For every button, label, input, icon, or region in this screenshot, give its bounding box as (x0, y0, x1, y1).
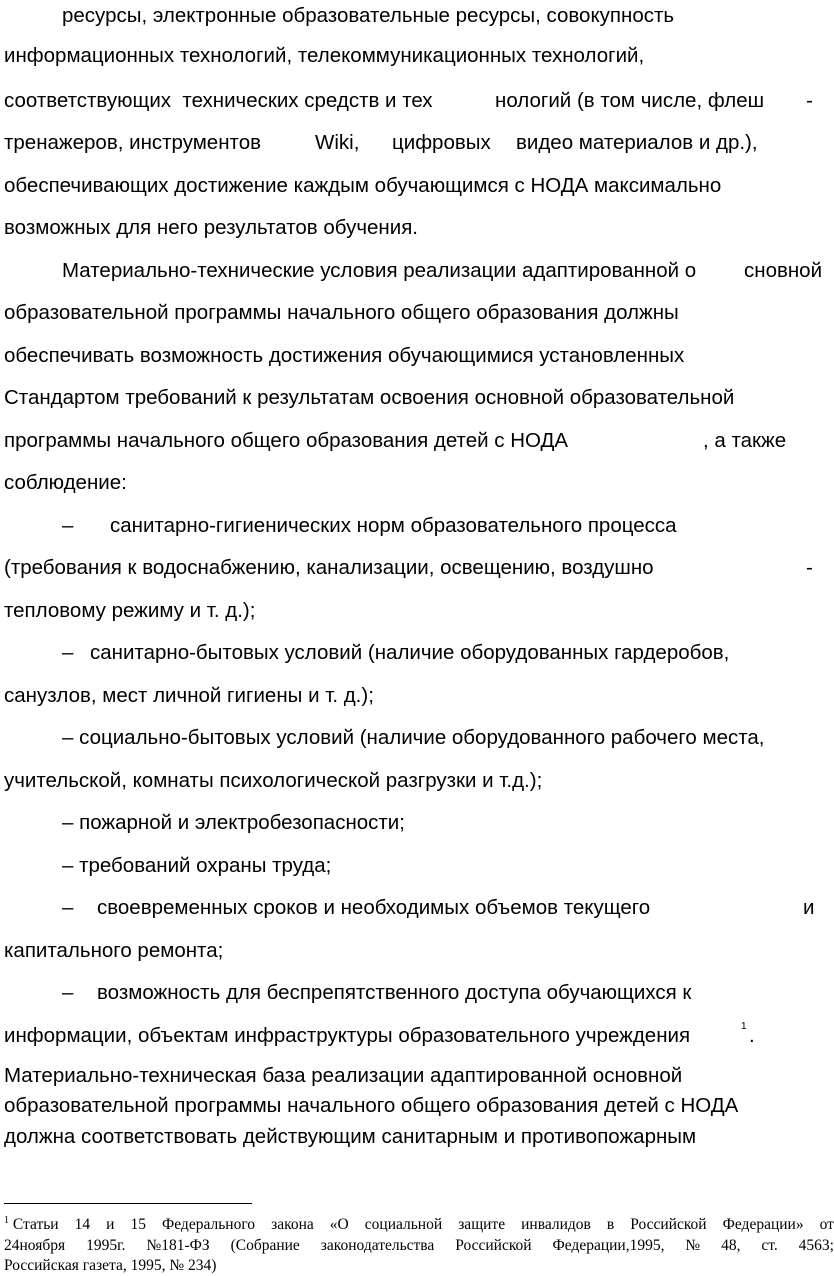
footnote-word: 15 (130, 1216, 146, 1233)
footnote-word: Федерального (162, 1216, 256, 1233)
text-segment: соблюдение: (4, 471, 127, 494)
text-segment: тепловому режиму и т. д.); (4, 599, 256, 622)
footnote-word: законодательства (320, 1237, 435, 1254)
text-segment: обеспечивающих достижение каждым обучающимся с НОДА максимально (4, 174, 722, 197)
text-segment: капитального ремонта; (4, 939, 224, 962)
text-segment: Материально-технические условия реализации адаптированной о (62, 259, 697, 282)
text-segment: санитарно-бытовых условий (наличие оборудованных гардеробов, (90, 641, 730, 664)
footnote-word: ст. (761, 1237, 778, 1254)
text-segment: ресурсы, электронные образовательные ресурсы, совокупность (62, 4, 675, 27)
footnote-word: №181-ФЗ (146, 1237, 210, 1254)
text-segment: Материально-техническая база реализации адаптированной основной (4, 1064, 683, 1087)
text-segment: , а также (703, 429, 787, 452)
footnote-word-group (4, 1215, 59, 1235)
footnote-word: от (819, 1216, 834, 1233)
footnote-word: 48, (721, 1237, 741, 1254)
text-segment: соответствующих технических средств и тех (4, 89, 433, 112)
text-segment: образовательной программы начального общего образования должны (4, 301, 679, 324)
list-dash: – (62, 641, 74, 664)
text-segment: программы начального общего образования детей с НОДА (4, 429, 569, 452)
list-dash: – (62, 896, 74, 919)
text-segment: тренажеров, инструментов (4, 131, 261, 154)
text-segment: возможность для беспрепятственного доступа обучающихся к (97, 981, 692, 1004)
footnote-word: Российской (455, 1237, 532, 1254)
footnote-word: 4563; (798, 1237, 834, 1254)
text-segment: – требований охраны труда; (62, 854, 332, 877)
text-segment: санитарно-гигиенических норм образовательного процесса (110, 514, 677, 537)
text-segment: своевременных сроков и необходимых объемов текущего (97, 896, 651, 919)
text-segment: Wiki, (315, 131, 360, 154)
document-page: ресурсы, электронные образовательные ресурсы, совокупность информационных технологий, телекоммуникационных технологий, соответствующих технических средств и тех нологий (в том числе, флеш - тренажеров, инструментов Wiki, цифровых видео материалов и др.), обеспечивающих достижение каждым обучающимся с НОДА максимально возможных для него результатов обучения. Материально-технические условия реализации адаптированной о сновной образовательной программы начального общего образования должны обеспечивать возможность достижения обучающимися установленных Стандартом требований к результатам освоения основной образовательной программы начального общего образования детей с НОДА , а также соблюдение: – санитарно-гигиенических норм образовательного процесса (требования к водоснабжению, канализации, освещению, воздушно - тепловому режиму и т. д.); – санитарно-бытовых условий (наличие оборудованных гардеробов, санузлов, мест личной гигиены и т. д.); – социально-бытовых условий (наличие оборудованного рабочего места, учительской, комнаты психологической разгрузки и т.д.); – пожарной и электробезопасности; – требований охраны труда; – своевременных сроков и необходимых объемов текущего и капитального ремонта; – возможность для беспрепятственного доступа обучающихся к информации, объектам инфраструктуры образовательного учреждения 1 . Материально-техническая база реализации адаптированной основной образовательной программы начального общего образования детей с НОДА должна соответствовать действующим санитарным и противопожарным $^1$ Статьи 14 и 15 Федерального закона «О социальной защите инвалидов в Российской Федерации» от 24ноября 1995г. №181-ФЗ (Собрание законодательства Российской Федерации,1995, № 48, ст. 4563; Российская газета, 1995, № 234) (4, 4, 834, 1274)
footnote-word: 1995г. (86, 1237, 126, 1254)
text-segment: – социально-бытовых условий (наличие оборудованного рабочего места, (62, 726, 765, 749)
text-segment: информационных технологий, телекоммуникационных технологий, (4, 44, 645, 67)
footnote-word: в (606, 1216, 615, 1233)
footnote-marker: 1 (4, 1214, 9, 1226)
footnote-separator (4, 1203, 252, 1204)
text-segment: нологий (в том числе, флеш (495, 89, 765, 112)
footnote-word: Российской (630, 1216, 707, 1233)
footnote-word: и (106, 1216, 115, 1233)
text-segment: видео материалов и др.), (516, 131, 758, 154)
footnote-line (4, 1236, 834, 1256)
text-segment: обеспечивать возможность достижения обучающимися установленных (4, 344, 685, 367)
footnote-word: 24ноября (4, 1237, 66, 1254)
footnote-word: «О (329, 1216, 349, 1233)
footnote-word: социальной (364, 1216, 443, 1233)
footnote-word: Федерации,1995, (552, 1237, 665, 1254)
text-segment: образовательной программы начального общего образования детей с НОДА (4, 1094, 739, 1117)
list-dash: – (62, 514, 74, 537)
footnote-word: № (685, 1237, 701, 1254)
footnote-line (4, 1215, 834, 1235)
text-segment: и (803, 896, 815, 919)
footnote-word: Статьи (12, 1216, 59, 1233)
footnote-word: Федерации» (722, 1216, 804, 1233)
footnote-word: закона (271, 1216, 314, 1233)
text-segment: (требования к водоснабжению, канализации, освещению, воздушно (4, 556, 654, 579)
text-segment: . (749, 1024, 755, 1047)
text-segment: цифровых (392, 131, 491, 154)
text-segment: информации, объектам инфраструктуры образовательного учреждения (4, 1024, 691, 1047)
footnote-word: инвалидов (521, 1216, 591, 1233)
footnote-word: защите (458, 1216, 506, 1233)
text-segment: - (806, 556, 813, 579)
list-dash: – (62, 981, 74, 1004)
footnote-word: (Собрание (230, 1237, 300, 1254)
text-segment: учительской, комнаты психологической разгрузки и т.д.); (4, 769, 543, 792)
text-segment: сновной (744, 259, 823, 282)
footnote-text: Российская газета, 1995, № 234) (4, 1257, 217, 1274)
text-segment: возможных для него результатов обучения. (4, 216, 418, 239)
text-segment: должна соответствовать действующим санитарным и противопожарным (4, 1125, 697, 1148)
text-segment: санузлов, мест личной гигиены и т. д.); (4, 684, 374, 707)
text-segment: – пожарной и электробезопасности; (62, 811, 405, 834)
text-segment: - (806, 89, 813, 112)
footnote-word: 14 (74, 1216, 91, 1233)
text-segment: Стандартом требований к результатам освоения основной образовательной (4, 386, 735, 409)
